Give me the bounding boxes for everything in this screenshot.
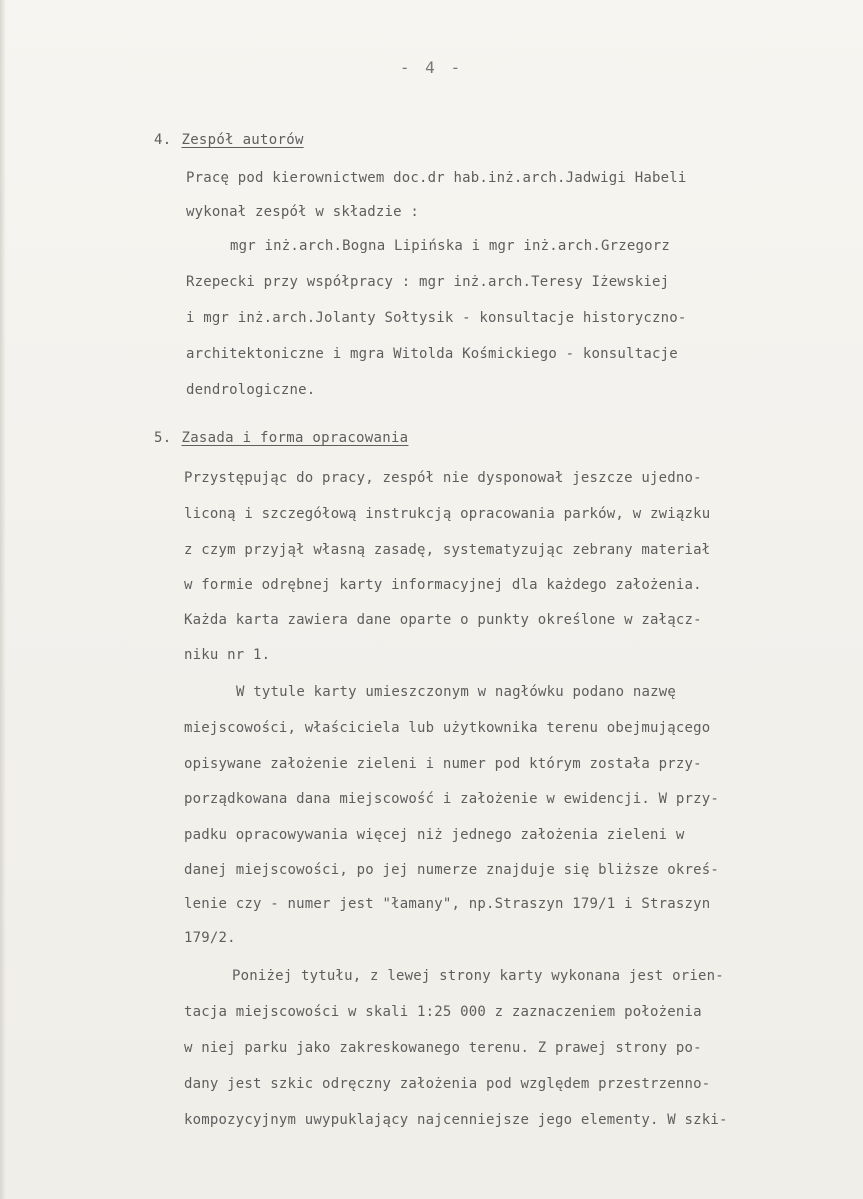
text-line: kompozycyjnym uwypuklający najcenniejsze jego elementy. W szki- bbox=[184, 1112, 728, 1128]
text-line: wykonał zespół w składzie : bbox=[186, 204, 419, 220]
text-line: Przystępując do pracy, zespół nie dysponował jeszcze ujedno- bbox=[184, 470, 702, 486]
text-line: liconą i szczegółową instrukcją opracowania parków, w związku bbox=[184, 506, 711, 522]
section-title: Zasada i forma opracowania bbox=[181, 430, 409, 446]
section-number: 5. bbox=[154, 430, 172, 446]
text-line: Rzepecki przy współpracy : mgr inż.arch.Teresy Iżewskiej bbox=[186, 274, 670, 290]
text-line: 179/2. bbox=[184, 930, 236, 946]
text-line: danej miejscowości, po jej numerze znajduje się bliższe okreś- bbox=[184, 862, 719, 878]
text-line: dany jest szkic odręczny założenia pod względem przestrzenno- bbox=[184, 1076, 711, 1092]
text-line: w niej parku jako zakreskowanego terenu. Z prawej strony po- bbox=[184, 1040, 702, 1056]
text-line: lenie czy - numer jest "łamany", np.Straszyn 179/1 i Straszyn bbox=[184, 896, 711, 912]
section-heading-principles bbox=[154, 430, 408, 446]
text-line: Każda karta zawiera dane oparte o punkty określone w załącz- bbox=[184, 612, 702, 628]
text-line: dendrologiczne. bbox=[186, 382, 316, 398]
page-number: - 4 - bbox=[399, 58, 464, 77]
text-line: mgr inż.arch.Bogna Lipińska i mgr inż.arch.Grzegorz bbox=[230, 238, 671, 254]
text-line: w formie odrębnej karty informacyjnej dla każdego założenia. bbox=[184, 577, 702, 593]
section-title: Zespół autorów bbox=[181, 132, 304, 148]
page-edge-shadow bbox=[0, 0, 6, 1199]
text-line: miejscowości, właściciela lub użytkownika terenu obejmującego bbox=[184, 720, 711, 736]
text-line: i mgr inż.arch.Jolanty Sołtysik - konsultacje historyczno- bbox=[186, 310, 687, 326]
text-line: Poniżej tytułu, z lewej strony karty wykonana jest orien- bbox=[232, 968, 724, 984]
text-line: tacja miejscowości w skali 1:25 000 z zaznaczeniem położenia bbox=[184, 1004, 702, 1020]
text-line: architektoniczne i mgra Witolda Kośmickiego - konsultacje bbox=[186, 346, 678, 362]
text-line: niku nr 1. bbox=[184, 647, 271, 663]
text-line: z czym przyjął własną zasadę, systematyzując zebrany materiał bbox=[184, 542, 711, 558]
text-line: padku opracowywania więcej niż jednego założenia zieleni w bbox=[184, 827, 685, 843]
text-line: Pracę pod kierownictwem doc.dr hab.inż.arch.Jadwigi Habeli bbox=[186, 170, 687, 186]
text-line: opisywane założenie zieleni i numer pod którym została przy- bbox=[184, 756, 702, 772]
section-heading-authors bbox=[154, 132, 304, 148]
section-number: 4. bbox=[154, 132, 172, 148]
text-line: W tytule karty umieszczonym w nagłówku podano nazwę bbox=[236, 684, 677, 700]
text-line: porządkowana dana miejscowość i założenie w ewidencji. W przy- bbox=[184, 791, 719, 807]
